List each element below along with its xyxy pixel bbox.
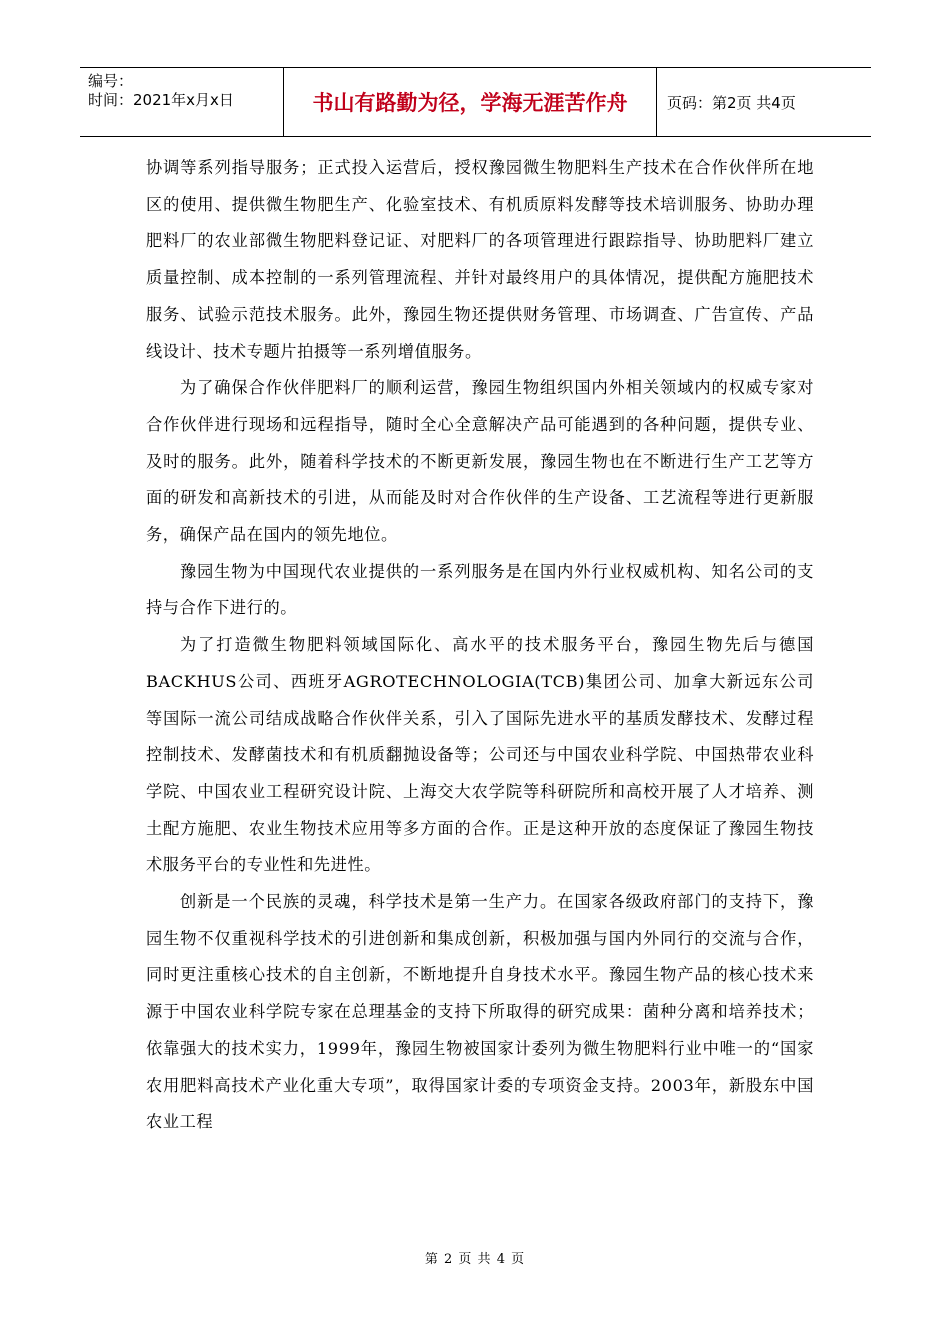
page-footer: 第 2 页 共 4 页 — [424, 1252, 526, 1267]
paragraph-1: 协调等系列指导服务；正式投入运营后，授权豫园微生物肥料生产技术在合作伙伴所在地区的使用、提供微生物肥生产、化验室技术、有机质原料发酵等技术培训服务、协助办理肥料厂的农业部微生物肥料登记证、对肥料厂的各项管理进行跟踪指导、协助肥料厂建立质量控制、成本控制的一系列管理流程、并针对最终用户的具体情况，提供配方施肥技术服务、试验示范技术服务。此外，豫园生物还提供财务管理、市场调查、广告宣传、产品线设计、技术专题片拍摄等一系列增值服务。 — [146, 158, 814, 361]
header-motto: 书山有路勤为径，学海无涯苦作舟 — [284, 68, 657, 136]
paragraph-5: 创新是一个民族的灵魂，科学技术是第一生产力。在国家各级政府部门的支持下，豫园生物不仅重视科学技术的引进创新和集成创新，积极加强与国内外同行的交流与合作，同时更注重核心技术的自主创新，不断地提升自身技术水平。豫园生物产品的核心技术来源于中国农业科学院专家在总理基金的支持下所取得的研究成果：菌种分离和培养技术；依靠强大的技术实力，1999年，豫园生物被国家计委列为微生物肥料行业中唯一的“国家农用肥料高技术产业化重大专项”，取得国家计委的专项资金支持。2003年，新股东中国农业工程 — [146, 892, 814, 1132]
document-number-label: 编号： — [88, 72, 134, 90]
document-time-label: 时间：2021年x月x日 — [88, 91, 234, 109]
document-body — [146, 150, 814, 1141]
header-meta — [80, 68, 284, 136]
paragraph-4: 为了打造微生物肥料领域国际化、高水平的技术服务平台，豫园生物先后与德国BACKHUS公司、西班牙AGROTECHNOLOGIA(TCB)集团公司、加拿大新远东公司等国际一流公司结成战略合作伙伴关系，引入了国际先进水平的基质发酵技术、发酵过程控制技术、发酵菌技术和有机质翻抛设备等；公司还与中国农业科学院、中国热带农业科学院、中国农业工程研究设计院、上海交大农学院等科研院所和高校开展了人才培养、测土配方施肥、农业生物技术应用等多方面的合作。正是这种开放的态度保证了豫园生物技术服务平台的专业性和先进性。 — [146, 635, 814, 875]
paragraph-3: 豫园生物为中国现代农业提供的一系列服务是在国内外行业权威机构、知名公司的支持与合作下进行的。 — [146, 561, 814, 618]
paragraph-2: 为了确保合作伙伴肥料厂的顺利运营，豫园生物组织国内外相关领域内的权威专家对合作伙伴进行现场和远程指导，随时全心全意解决产品可能遇到的各种问题，提供专业、及时的服务。此外，随着科学技术的不断更新发展，豫园生物也在不断进行生产工艺等方面的研发和高新技术的引进，从而能及时对合作伙伴的生产设备、工艺流程等进行更新服务，确保产品在国内的领先地位。 — [146, 378, 814, 545]
header-page-number: 页码：第2页 共4页 — [667, 93, 796, 112]
header-table — [80, 67, 871, 137]
